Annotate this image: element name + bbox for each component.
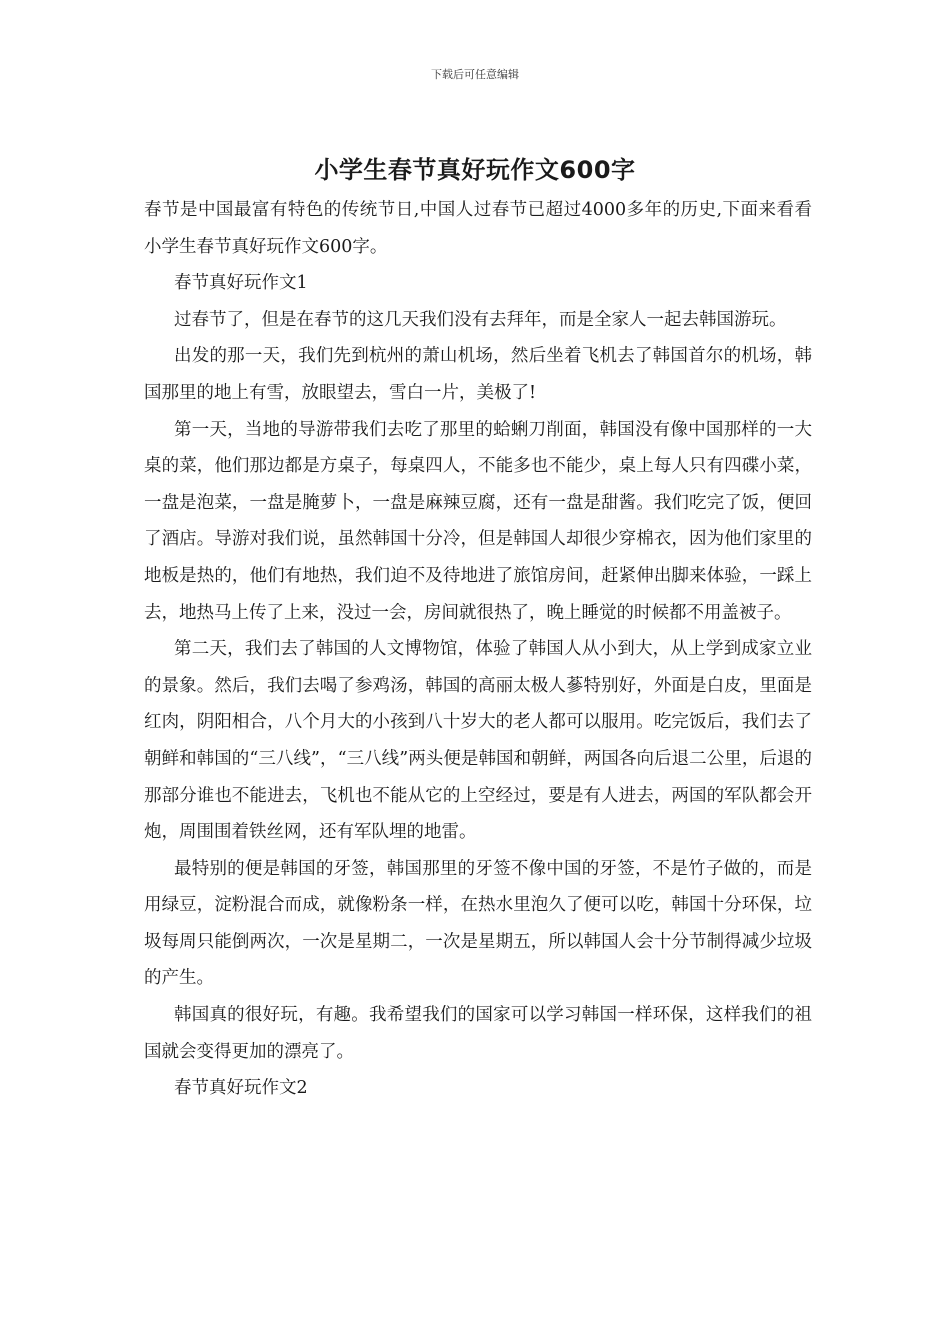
header-note: 下载后可任意编辑 <box>431 68 519 81</box>
paragraph: 第二天，我们去了韩国的人文博物馆，体验了韩国人从小到大，从上学到成家立业的景象。然后，我们去喝了参鸡汤，韩国的高丽太极人蔘特别好，外面是白皮，里面是红肉，阴阳相合，八个月大的小孩到八十岁大的老人都可以服用。吃完饭后，我们去了朝鲜和韩国的“三八线”，“三八线”两头便是韩国和朝鲜，两国各向后退二公里，后退的那部分谁也不能进去，飞机也不能从它的上空经过，要是有人进去，两国的军队都会开炮，周围围着铁丝网，还有军队埋的地雷。 <box>144 639 812 843</box>
paragraph: 出发的那一天，我们先到杭州的萧山机场，然后坐着飞机去了韩国首尔的机场，韩国那里的地上有雪，放眼望去，雪白一片，美极了! <box>144 346 812 403</box>
paragraph: 最特别的便是韩国的牙签，韩国那里的牙签不像中国的牙签，不是竹子做的，而是用绿豆，淀粉混合而成，就像粉条一样，在热水里泡久了便可以吃，韩国十分环保，垃圾每周只能倒两次，一次是星期二，一次是星期五，所以韩国人会十分节制得减少垃圾的产生。 <box>144 858 812 989</box>
page-title: 小学生春节真好玩作文600字 <box>314 156 636 184</box>
paragraph-intro: 春节是中国最富有特色的传统节日,中国人过春节已超过4000多年的历史,下面来看看小学生春节真好玩作文600字。 <box>144 200 812 257</box>
article-body <box>144 192 812 1107</box>
paragraph: 韩国真的很好玩，有趣。我希望我们的国家可以学习韩国一样环保，这样我们的祖国就会变得更加的漂亮了。 <box>144 1005 812 1062</box>
section-heading-1: 春节真好玩作文1 <box>174 273 308 294</box>
paragraph: 过春节了，但是在春节的这几天我们没有去拜年，而是全家人一起去韩国游玩。 <box>174 309 787 330</box>
section-heading-2: 春节真好玩作文2 <box>174 1078 308 1099</box>
paragraph: 第一天，当地的导游带我们去吃了那里的蛤蜊刀削面，韩国没有像中国那样的一大桌的菜，他们那边都是方桌子，每桌四人，不能多也不能少，桌上每人只有四碟小菜，一盘是泡菜，一盘是腌萝卜，一盘是麻辣豆腐，还有一盘是甜酱。我们吃完了饭，便回了酒店。导游对我们说，虽然韩国十分冷，但是韩国人却很少穿棉衣，因为他们家里的地板是热的，他们有地热，我们迫不及待地进了旅馆房间，赶紧伸出脚来体验，一踩上去，地热马上传了上来，没过一会，房间就很热了，晚上睡觉的时候都不用盖被子。 <box>144 419 812 623</box>
